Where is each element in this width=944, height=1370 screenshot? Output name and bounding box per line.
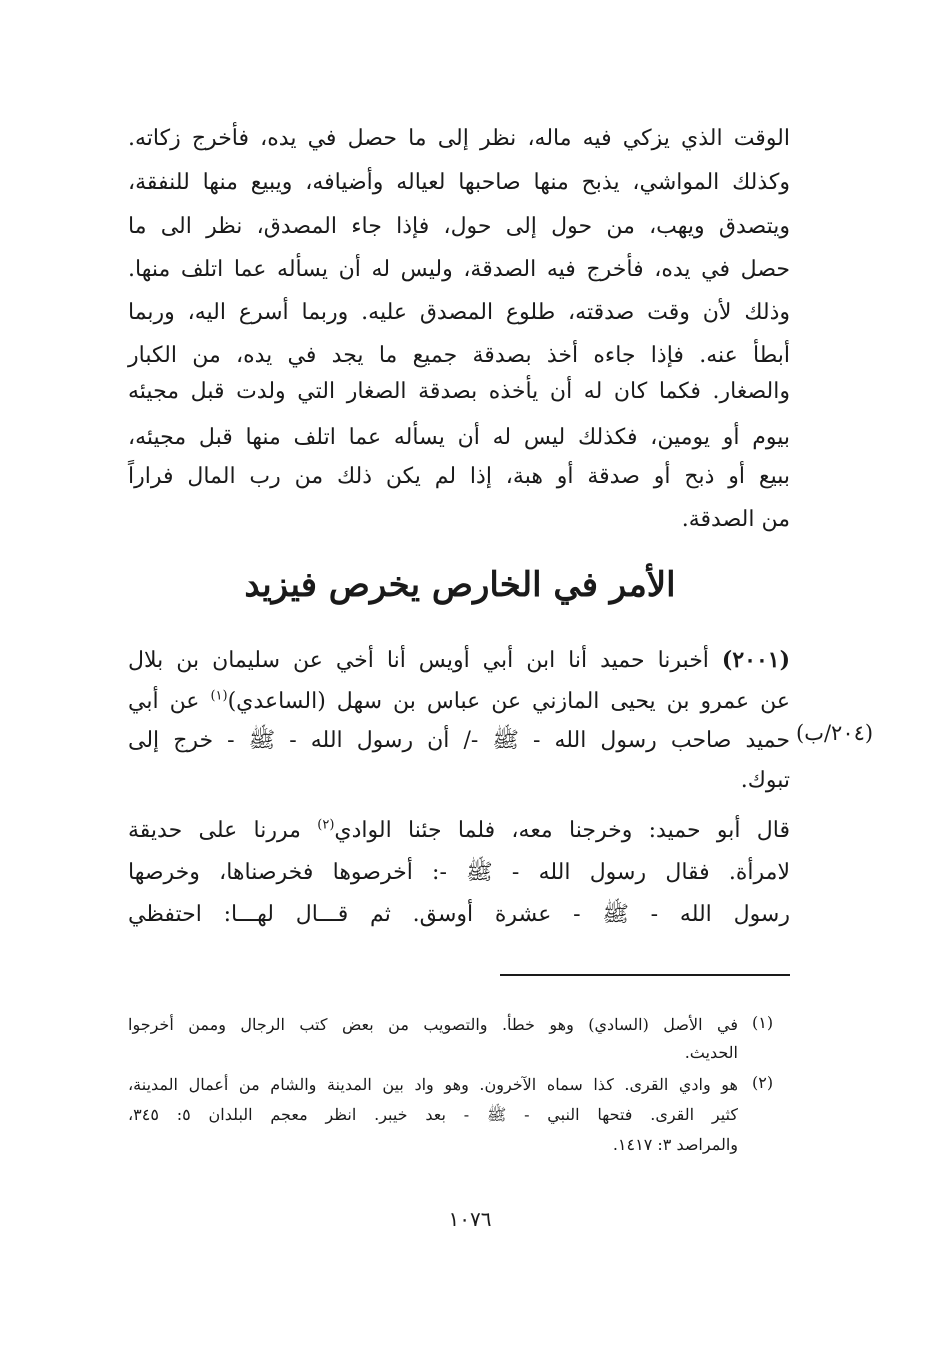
narration-text: مررنا على حديقة: [128, 818, 301, 843]
hadith-line: [128, 645, 790, 676]
narration-line: لامرأة. فقال رسول الله - ﷺ -: أخرصوها فخرصناها، وخرصها: [128, 860, 790, 885]
hadith-line: حميد صاحب رسول الله - ﷺ -/ أن رسول الله - ﷺ - خرج إلى: [128, 728, 790, 753]
hadith-line: تبوك.: [740, 768, 790, 793]
paragraph-line: حصل في يده، فأخرج فيه الصدقة، وليس له أن يسأله عما اتلف منها.: [128, 257, 790, 282]
section-heading: الأمر في الخارص يخرص فيزيد: [244, 565, 676, 605]
hadith-line: [128, 687, 790, 717]
narration-text: قال أبو حميد: وخرجنا معه، فلما جئنا الوادي: [334, 818, 790, 843]
footnote-marker: (١): [210, 688, 228, 704]
folio-reference: (٢٠٤/ب): [796, 721, 874, 745]
paragraph-line: من الصدقة.: [681, 507, 790, 532]
page-number: ١٠٧٦: [448, 1207, 492, 1231]
paragraph-line: والصغار. فكما كان له أن يأخذه بصدقة الصغار التي ولدت قبل مجيئه: [128, 379, 790, 404]
footnote-line: الحديث.: [684, 1043, 738, 1062]
paragraph-line: وكذلك المواشي، يذبح منها صاحبها لعياله وأضيافه، ويبيع منها للنفقة،: [128, 170, 790, 195]
paragraph-line: الوقت الذي يزكي فيه ماله، نظر إلى ما حصل في يده، فأخرج زكاته.: [128, 126, 790, 151]
paragraph-line: بيوم أو يومين، فكذلك ليس له أن يسأله عما اتلف منها قبل مجيئه،: [128, 425, 790, 450]
paragraph-line: أبطأ عنه. فإذا جاءه أخذ بصدقة جميع ما يجد في يده، من الكبار: [128, 343, 790, 368]
footnote-marker: (٢): [317, 817, 335, 833]
paragraph-line: وذلك لأن وقت صدقته، طلوع المصدق عليه. وربما أسرع اليه، وربما: [128, 300, 790, 325]
footnote-number: (٢): [752, 1073, 774, 1092]
hadith-number: (٢٠٠١): [721, 647, 790, 673]
footnote-line: في الأصل (السادي) وهو خطأ. والتصويب من بعض كتب الرجال وممن أخرجوا: [128, 1015, 738, 1034]
footnote-line: والمراصد ٣: ١٤١٧.: [612, 1135, 738, 1154]
narration-line: رسول الله - ﷺ - عشرة أوسق. ثم قـــال لهـــا: احتفظي: [128, 902, 790, 927]
paragraph-line: ويتصدق ويهب، من حول إلى حول، فإذا جاء المصدق، نظر الى ما: [128, 214, 790, 239]
footnote-number: (١): [752, 1013, 774, 1032]
paragraph-line: ببيع أو ذبح أو صدقة أو هبة، إذا لم يكن ذلك من رب المال فراراً: [128, 464, 790, 489]
narration-line: [128, 816, 790, 846]
hadith-text: عن عمرو بن يحيى المازني عن عباس بن سهل (الساعدي): [227, 689, 791, 714]
footnote-line: كثير القرى. فتحها النبي - ﷺ - بعد خيبر. انظر معجم البلدان ٥: ٣٤٥،: [128, 1105, 738, 1124]
hadith-text: عن أبي: [128, 689, 200, 714]
hadith-text: أخبرنا حميد أنا ابن أبي أويس أنا أخي عن سليمان بن بلال: [128, 648, 709, 673]
footnote-separator: [500, 974, 790, 976]
footnote-line: هو وادي القرى. كذا سماه الآخرون. وهو واد بين المدينة والشام من أعمال المدينة،: [128, 1075, 738, 1094]
